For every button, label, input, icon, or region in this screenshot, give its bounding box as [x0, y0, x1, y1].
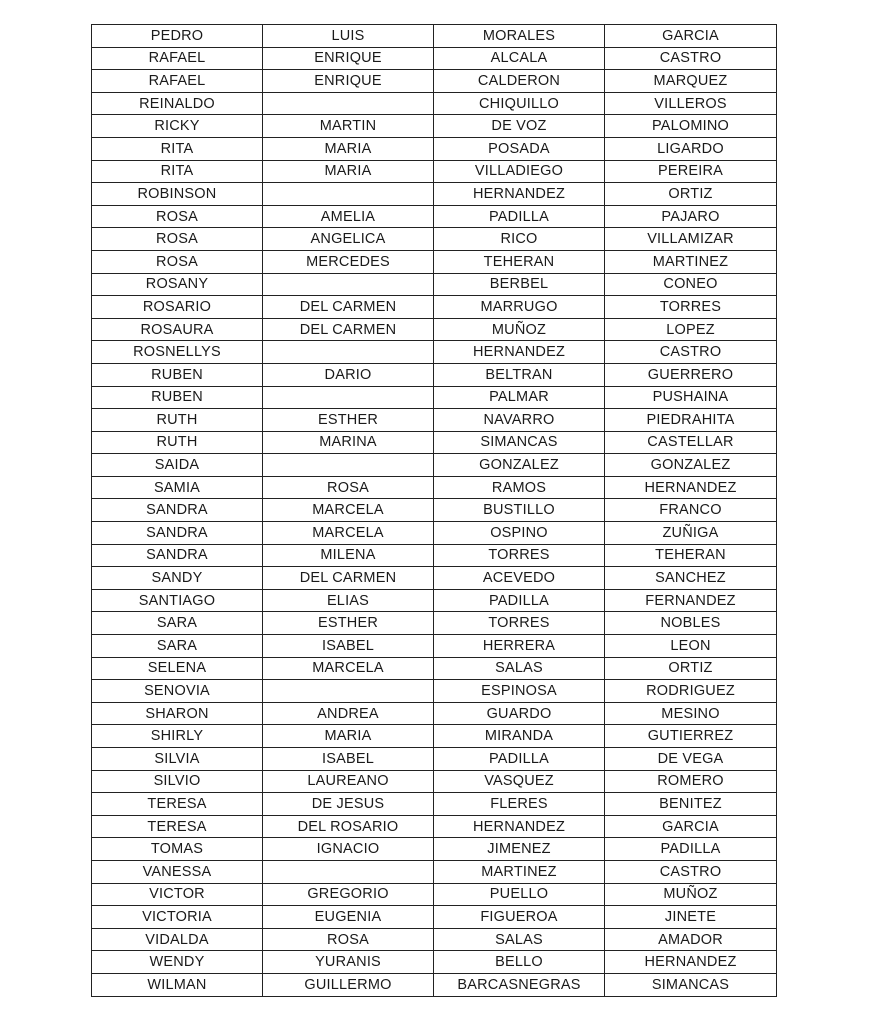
second-name-cell: ENRIQUE — [263, 47, 434, 70]
first-name-cell: VICTORIA — [92, 906, 263, 929]
first-name-cell: RAFAEL — [92, 70, 263, 93]
second-name-cell — [263, 680, 434, 703]
names-table — [91, 24, 777, 997]
table-row — [92, 183, 777, 206]
second-surname-cell: TORRES — [605, 296, 777, 319]
second-surname-cell: ROMERO — [605, 770, 777, 793]
table-row — [92, 499, 777, 522]
second-surname-cell: PUSHAINA — [605, 386, 777, 409]
second-surname-cell: LEON — [605, 635, 777, 658]
table-row — [92, 793, 777, 816]
first-surname-cell: MARTINEZ — [434, 860, 605, 883]
first-name-cell: ROSANY — [92, 273, 263, 296]
table-row — [92, 273, 777, 296]
table-row — [92, 92, 777, 115]
first-name-cell: ROSA — [92, 228, 263, 251]
first-name-cell: SANDRA — [92, 499, 263, 522]
second-name-cell: MARCELA — [263, 522, 434, 545]
first-surname-cell: SALAS — [434, 657, 605, 680]
first-surname-cell: PALMAR — [434, 386, 605, 409]
first-name-cell: REINALDO — [92, 92, 263, 115]
first-name-cell: SENOVIA — [92, 680, 263, 703]
first-surname-cell: VILLADIEGO — [434, 160, 605, 183]
second-name-cell — [263, 341, 434, 364]
second-name-cell: DEL ROSARIO — [263, 815, 434, 838]
second-name-cell: EUGENIA — [263, 906, 434, 929]
second-name-cell — [263, 273, 434, 296]
table-row — [92, 657, 777, 680]
second-name-cell: ISABEL — [263, 748, 434, 771]
second-name-cell: MARTIN — [263, 115, 434, 138]
second-surname-cell: FRANCO — [605, 499, 777, 522]
second-name-cell: ROSA — [263, 928, 434, 951]
table-row — [92, 205, 777, 228]
second-name-cell — [263, 860, 434, 883]
first-name-cell: ROBINSON — [92, 183, 263, 206]
table-row — [92, 409, 777, 432]
second-surname-cell: RODRIGUEZ — [605, 680, 777, 703]
second-name-cell — [263, 183, 434, 206]
table-row — [92, 160, 777, 183]
second-name-cell: DEL CARMEN — [263, 296, 434, 319]
second-surname-cell: GARCIA — [605, 815, 777, 838]
first-name-cell: RUTH — [92, 409, 263, 432]
second-name-cell: MARCELA — [263, 499, 434, 522]
second-name-cell: YURANIS — [263, 951, 434, 974]
second-name-cell: MARCELA — [263, 657, 434, 680]
first-surname-cell: TEHERAN — [434, 250, 605, 273]
first-surname-cell: JIMENEZ — [434, 838, 605, 861]
first-name-cell: PEDRO — [92, 25, 263, 48]
second-surname-cell: CASTRO — [605, 47, 777, 70]
table-row — [92, 296, 777, 319]
first-surname-cell: ACEVEDO — [434, 567, 605, 590]
second-surname-cell: BENITEZ — [605, 793, 777, 816]
second-surname-cell: CASTRO — [605, 860, 777, 883]
first-surname-cell: FLERES — [434, 793, 605, 816]
first-surname-cell: SIMANCAS — [434, 431, 605, 454]
second-surname-cell: CASTELLAR — [605, 431, 777, 454]
first-surname-cell: FIGUEROA — [434, 906, 605, 929]
table-row — [92, 341, 777, 364]
second-name-cell — [263, 454, 434, 477]
second-surname-cell: TEHERAN — [605, 544, 777, 567]
first-name-cell: SARA — [92, 635, 263, 658]
second-surname-cell: CASTRO — [605, 341, 777, 364]
first-surname-cell: DE VOZ — [434, 115, 605, 138]
second-name-cell: ANGELICA — [263, 228, 434, 251]
table-row — [92, 70, 777, 93]
first-name-cell: WENDY — [92, 951, 263, 974]
first-name-cell: SANTIAGO — [92, 589, 263, 612]
first-surname-cell: HERRERA — [434, 635, 605, 658]
second-surname-cell: VILLAMIZAR — [605, 228, 777, 251]
first-name-cell: ROSARIO — [92, 296, 263, 319]
table-row — [92, 567, 777, 590]
second-name-cell: ELIAS — [263, 589, 434, 612]
table-row — [92, 431, 777, 454]
first-surname-cell: TORRES — [434, 544, 605, 567]
first-name-cell: TOMAS — [92, 838, 263, 861]
second-name-cell: MARIA — [263, 160, 434, 183]
second-name-cell: LUIS — [263, 25, 434, 48]
first-name-cell: SHARON — [92, 702, 263, 725]
table-row — [92, 838, 777, 861]
table-row — [92, 47, 777, 70]
first-name-cell: SANDRA — [92, 544, 263, 567]
second-name-cell: ESTHER — [263, 409, 434, 432]
first-name-cell: SAMIA — [92, 476, 263, 499]
first-surname-cell: BELTRAN — [434, 363, 605, 386]
second-surname-cell: PALOMINO — [605, 115, 777, 138]
first-surname-cell: PADILLA — [434, 205, 605, 228]
first-name-cell: SELENA — [92, 657, 263, 680]
second-name-cell: DEL CARMEN — [263, 567, 434, 590]
table-row — [92, 544, 777, 567]
first-name-cell: SARA — [92, 612, 263, 635]
table-row — [92, 522, 777, 545]
second-surname-cell: ORTIZ — [605, 183, 777, 206]
first-name-cell: RAFAEL — [92, 47, 263, 70]
second-surname-cell: AMADOR — [605, 928, 777, 951]
table-row — [92, 815, 777, 838]
second-surname-cell: JINETE — [605, 906, 777, 929]
first-surname-cell: BERBEL — [434, 273, 605, 296]
second-surname-cell: SIMANCAS — [605, 973, 777, 996]
second-name-cell: GUILLERMO — [263, 973, 434, 996]
second-name-cell: MERCEDES — [263, 250, 434, 273]
second-name-cell: ESTHER — [263, 612, 434, 635]
second-name-cell: LAUREANO — [263, 770, 434, 793]
first-name-cell: WILMAN — [92, 973, 263, 996]
first-surname-cell: ALCALA — [434, 47, 605, 70]
table-row — [92, 635, 777, 658]
table-row — [92, 725, 777, 748]
first-surname-cell: RAMOS — [434, 476, 605, 499]
first-name-cell: ROSNELLYS — [92, 341, 263, 364]
table-row — [92, 115, 777, 138]
first-surname-cell: MORALES — [434, 25, 605, 48]
table-row — [92, 883, 777, 906]
first-name-cell: SILVIO — [92, 770, 263, 793]
second-name-cell: AMELIA — [263, 205, 434, 228]
second-surname-cell: PEREIRA — [605, 160, 777, 183]
table-row — [92, 860, 777, 883]
table-row — [92, 951, 777, 974]
table-row — [92, 25, 777, 48]
second-surname-cell: MUÑOZ — [605, 883, 777, 906]
table-row — [92, 928, 777, 951]
table-row — [92, 250, 777, 273]
first-surname-cell: CALDERON — [434, 70, 605, 93]
first-surname-cell: HERNANDEZ — [434, 183, 605, 206]
first-surname-cell: BARCASNEGRAS — [434, 973, 605, 996]
table-row — [92, 476, 777, 499]
second-name-cell: ROSA — [263, 476, 434, 499]
first-name-cell: RICKY — [92, 115, 263, 138]
second-name-cell: MARINA — [263, 431, 434, 454]
first-surname-cell: ESPINOSA — [434, 680, 605, 703]
first-name-cell: SANDY — [92, 567, 263, 590]
second-name-cell: ENRIQUE — [263, 70, 434, 93]
second-surname-cell: HERNANDEZ — [605, 476, 777, 499]
first-name-cell: TERESA — [92, 815, 263, 838]
first-surname-cell: CHIQUILLO — [434, 92, 605, 115]
first-surname-cell: BUSTILLO — [434, 499, 605, 522]
second-surname-cell: PADILLA — [605, 838, 777, 861]
table-row — [92, 589, 777, 612]
first-name-cell: ROSA — [92, 250, 263, 273]
first-surname-cell: MUÑOZ — [434, 318, 605, 341]
second-name-cell: MARIA — [263, 137, 434, 160]
table-row — [92, 228, 777, 251]
second-surname-cell: LIGARDO — [605, 137, 777, 160]
second-name-cell — [263, 92, 434, 115]
first-surname-cell: VASQUEZ — [434, 770, 605, 793]
first-name-cell: RUBEN — [92, 363, 263, 386]
first-name-cell: SHIRLY — [92, 725, 263, 748]
first-surname-cell: PADILLA — [434, 748, 605, 771]
first-surname-cell: BELLO — [434, 951, 605, 974]
second-surname-cell: MARQUEZ — [605, 70, 777, 93]
second-surname-cell: NOBLES — [605, 612, 777, 635]
first-name-cell: RUBEN — [92, 386, 263, 409]
second-name-cell — [263, 386, 434, 409]
second-surname-cell: DE VEGA — [605, 748, 777, 771]
first-surname-cell: RICO — [434, 228, 605, 251]
first-surname-cell: GONZALEZ — [434, 454, 605, 477]
first-name-cell: VICTOR — [92, 883, 263, 906]
table-row — [92, 906, 777, 929]
second-surname-cell: GARCIA — [605, 25, 777, 48]
second-name-cell: DE JESUS — [263, 793, 434, 816]
first-name-cell: SANDRA — [92, 522, 263, 545]
second-name-cell: MILENA — [263, 544, 434, 567]
first-surname-cell: HERNANDEZ — [434, 815, 605, 838]
second-surname-cell: ORTIZ — [605, 657, 777, 680]
second-surname-cell: ZUÑIGA — [605, 522, 777, 545]
second-name-cell: IGNACIO — [263, 838, 434, 861]
second-surname-cell: GONZALEZ — [605, 454, 777, 477]
first-surname-cell: TORRES — [434, 612, 605, 635]
second-name-cell: ISABEL — [263, 635, 434, 658]
table-row — [92, 748, 777, 771]
second-surname-cell: GUTIERREZ — [605, 725, 777, 748]
second-name-cell: MARIA — [263, 725, 434, 748]
first-name-cell: SAIDA — [92, 454, 263, 477]
table-row — [92, 318, 777, 341]
first-surname-cell: NAVARRO — [434, 409, 605, 432]
table-row — [92, 454, 777, 477]
first-name-cell: VANESSA — [92, 860, 263, 883]
second-surname-cell: GUERRERO — [605, 363, 777, 386]
first-name-cell: SILVIA — [92, 748, 263, 771]
table-row — [92, 702, 777, 725]
second-surname-cell: SANCHEZ — [605, 567, 777, 590]
first-name-cell: RITA — [92, 160, 263, 183]
first-name-cell: TERESA — [92, 793, 263, 816]
first-surname-cell: GUARDO — [434, 702, 605, 725]
second-name-cell: DEL CARMEN — [263, 318, 434, 341]
first-name-cell: RITA — [92, 137, 263, 160]
second-name-cell: GREGORIO — [263, 883, 434, 906]
second-surname-cell: FERNANDEZ — [605, 589, 777, 612]
first-surname-cell: OSPINO — [434, 522, 605, 545]
table-row — [92, 973, 777, 996]
second-surname-cell: PIEDRAHITA — [605, 409, 777, 432]
second-surname-cell: MESINO — [605, 702, 777, 725]
second-surname-cell: LOPEZ — [605, 318, 777, 341]
first-surname-cell: POSADA — [434, 137, 605, 160]
first-surname-cell: MARRUGO — [434, 296, 605, 319]
second-surname-cell: PAJARO — [605, 205, 777, 228]
table-row — [92, 363, 777, 386]
second-surname-cell: HERNANDEZ — [605, 951, 777, 974]
second-name-cell: DARIO — [263, 363, 434, 386]
first-surname-cell: MIRANDA — [434, 725, 605, 748]
table-row — [92, 137, 777, 160]
table-row — [92, 770, 777, 793]
second-surname-cell: VILLEROS — [605, 92, 777, 115]
names-table-body — [92, 25, 777, 997]
second-surname-cell: MARTINEZ — [605, 250, 777, 273]
first-name-cell: ROSAURA — [92, 318, 263, 341]
table-row — [92, 680, 777, 703]
second-name-cell: ANDREA — [263, 702, 434, 725]
second-surname-cell: CONEO — [605, 273, 777, 296]
table-row — [92, 612, 777, 635]
first-surname-cell: SALAS — [434, 928, 605, 951]
table-row — [92, 386, 777, 409]
first-surname-cell: PUELLO — [434, 883, 605, 906]
first-name-cell: VIDALDA — [92, 928, 263, 951]
first-surname-cell: PADILLA — [434, 589, 605, 612]
first-surname-cell: HERNANDEZ — [434, 341, 605, 364]
first-name-cell: RUTH — [92, 431, 263, 454]
first-name-cell: ROSA — [92, 205, 263, 228]
